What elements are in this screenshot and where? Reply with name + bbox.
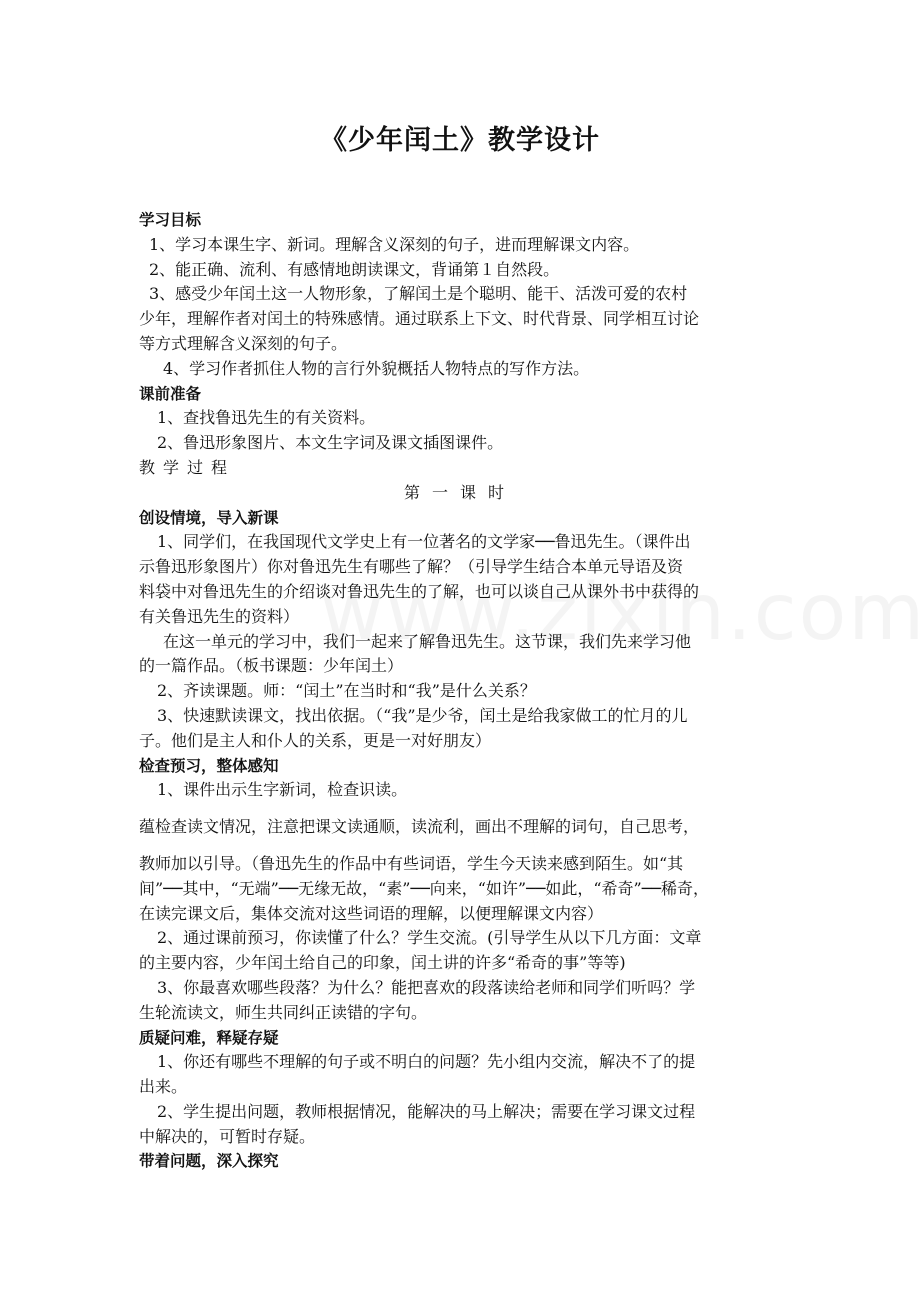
text-line: 2、学生提出问题，教师根据情况，能解决的马上解决；需要在学习课文过程: [157, 1101, 696, 1121]
text-line: 在这一单元的学习中，我们一起来了解鲁迅先生。这节课，我们先来学习他: [163, 631, 692, 651]
text-line: 蕴检查读文情况，注意把课文读通顺，读流利，画出不理解的词句，自己思考，: [139, 817, 700, 837]
text-line: 示鲁迅形象图片）你对鲁迅先生有哪些了解？（引导学生结合本单元导语及资: [139, 557, 684, 577]
text-line: 教学过程: [139, 457, 236, 477]
text-line: 3、快速默读课文，找出依据。（“我”是少爷，闰土是给我家做工的忙月的儿: [157, 705, 688, 725]
spacer: [139, 803, 781, 815]
text-line: 中解决的，可暂时存疑。: [139, 1126, 316, 1146]
text-line: 4、学习作者抓住人物的言行外貌概括人物特点的写作方法。: [163, 358, 590, 378]
text-line: 第一课时: [403, 482, 516, 502]
text-line: 1、查找鲁迅先生的有关资料。: [157, 408, 376, 428]
text-line: 2、能正确、流利、有感情地朗读课文，背诵第１自然段。: [149, 259, 560, 279]
text-line: 出来。: [139, 1077, 188, 1097]
text-line: 的主要内容，少年闰土给自己的印象，闰土讲的许多“希奇的事”等等): [139, 953, 626, 973]
text-line: 1、同学们，在我国现代文学史上有一位著名的文学家──鲁迅先生。（课件出: [157, 532, 691, 552]
text-line: 的一篇作品。（板书课题：少年闰土）: [139, 656, 404, 676]
text-line: 少年，理解作者对闰土的特殊感情。通过联系上下文、时代背景、同学相互讨论: [139, 309, 700, 329]
text-line: 3、感受少年闰土这一人物形象，了解闰土是个聪明、能干、活泼可爱的农村: [149, 284, 688, 304]
text-line: 2、鲁迅形象图片、本文生字词及课文插图课件。: [157, 433, 504, 453]
section-heading: 学习目标: [139, 211, 202, 229]
text-line: 1、你还有哪些不理解的句子或不明白的问题？先小组内交流，解决不了的提: [157, 1052, 696, 1072]
section-heading: 课前准备: [139, 384, 202, 403]
text-line: 有关鲁迅先生的资料）: [139, 606, 300, 626]
text-line: 1、学习本课生字、新词。理解含义深刻的句子，进而理解课文内容。: [149, 234, 640, 254]
text-line: 生轮流读文，师生共同纠正读错的字句。: [139, 1002, 428, 1022]
section-heading: 创设情境，导入新课: [139, 508, 279, 527]
spacer: [139, 840, 781, 852]
text-line: 3、你最喜欢哪些段落？为什么？能把喜欢的段落读给老师和同学们听吗？学: [157, 977, 696, 997]
text-line: 2、齐读课题。师：“闰土”在当时和“我”是什么关系？: [157, 681, 536, 701]
document-body: [139, 208, 781, 1174]
text-line: 间”──其中，“无端”──无缘无故，“素”──向来，“如许”──如此，“希奇”──稀奇，: [139, 878, 709, 898]
section-heading: 带着问题，深入探究: [139, 1152, 279, 1171]
text-line: 1、课件出示生字新词，检查识读。: [157, 780, 408, 800]
section-heading: 质疑问难，释疑存疑: [139, 1028, 279, 1047]
text-line: 料袋中对鲁迅先生的介绍谈对鲁迅先生的了解，也可以谈自己从课外书中获得的: [139, 581, 700, 601]
text-line: 等方式理解含义深刻的句子。: [139, 333, 348, 353]
text-line: 子。他们是主人和仆人的关系，更是一对好朋友）: [139, 730, 492, 750]
text-line: 2、通过课前预习，你读懂了什么？学生交流。(引导学生从以下几方面：文章: [157, 928, 702, 948]
page-title: 《少年闰土》教学设计: [320, 125, 600, 156]
text-line: 教师加以引导。（鲁迅先生的作品中有些词语，学生今天读来感到陌生。如“其: [139, 853, 684, 873]
section-heading: 检查预习，整体感知: [139, 756, 279, 775]
text-line: 在读完课文后，集体交流对这些词语的理解，以便理解课文内容）: [139, 903, 604, 923]
